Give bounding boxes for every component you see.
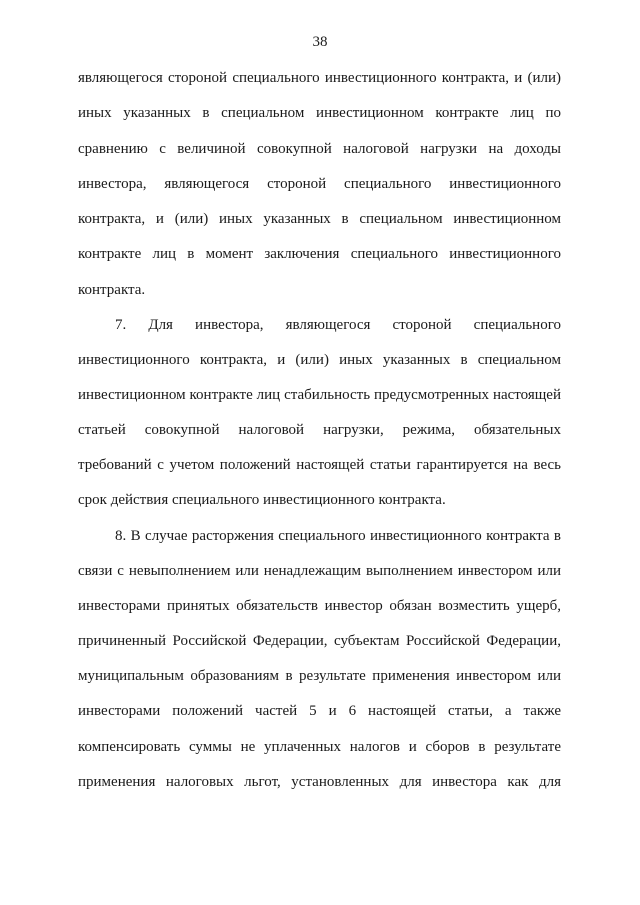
text-line: являющегося стороной специального инвестиционного контракта, и (или): [78, 70, 561, 86]
text-line: инвесторами положений частей 5 и 6 настоящей статьи, а также: [78, 703, 561, 719]
text-line: инвестиционном контракте лиц стабильность предусмотренных настоящей: [78, 387, 561, 403]
paragraph-8-first-line: 8. В случае расторжения специального инвестиционного контракта в: [115, 528, 561, 544]
text-line: применения налоговых льгот, установленных для инвестора как для: [78, 774, 561, 790]
paragraph-7-first-line: 7. Для инвестора, являющегося стороной специального: [115, 317, 561, 333]
text-line: связи с невыполнением или ненадлежащим выполнением инвестором или: [78, 563, 561, 579]
text-line: инвестора, являющегося стороной специального инвестиционного: [78, 176, 561, 192]
text-line: иных указанных в специальном инвестиционном контракте лиц по: [78, 105, 561, 121]
text-line: требований с учетом положений настоящей статьи гарантируется на весь: [78, 457, 561, 473]
page-number: 38: [312, 34, 328, 50]
text-line: срок действия специального инвестиционного контракта.: [78, 492, 446, 508]
text-line: инвесторами принятых обязательств инвестор обязан возместить ущерб,: [78, 598, 561, 614]
text-line: инвестиционного контракта, и (или) иных указанных в специальном: [78, 352, 561, 368]
text-line: компенсировать суммы не уплаченных налогов и сборов в результате: [78, 739, 561, 755]
text-line: контракта, и (или) иных указанных в специальном инвестиционном: [78, 211, 561, 227]
text-line: муниципальным образованиям в результате применения инвестором или: [78, 668, 561, 684]
text-line: контракта.: [78, 282, 146, 298]
text-line: статьей совокупной налоговой нагрузки, режима, обязательных: [78, 422, 561, 438]
text-line: причиненный Российской Федерации, субъектам Российской Федерации,: [78, 633, 561, 649]
text-line: сравнению с величиной совокупной налоговой нагрузки на доходы: [78, 141, 561, 157]
text-line: контракте лиц в момент заключения специального инвестиционного: [78, 246, 561, 262]
